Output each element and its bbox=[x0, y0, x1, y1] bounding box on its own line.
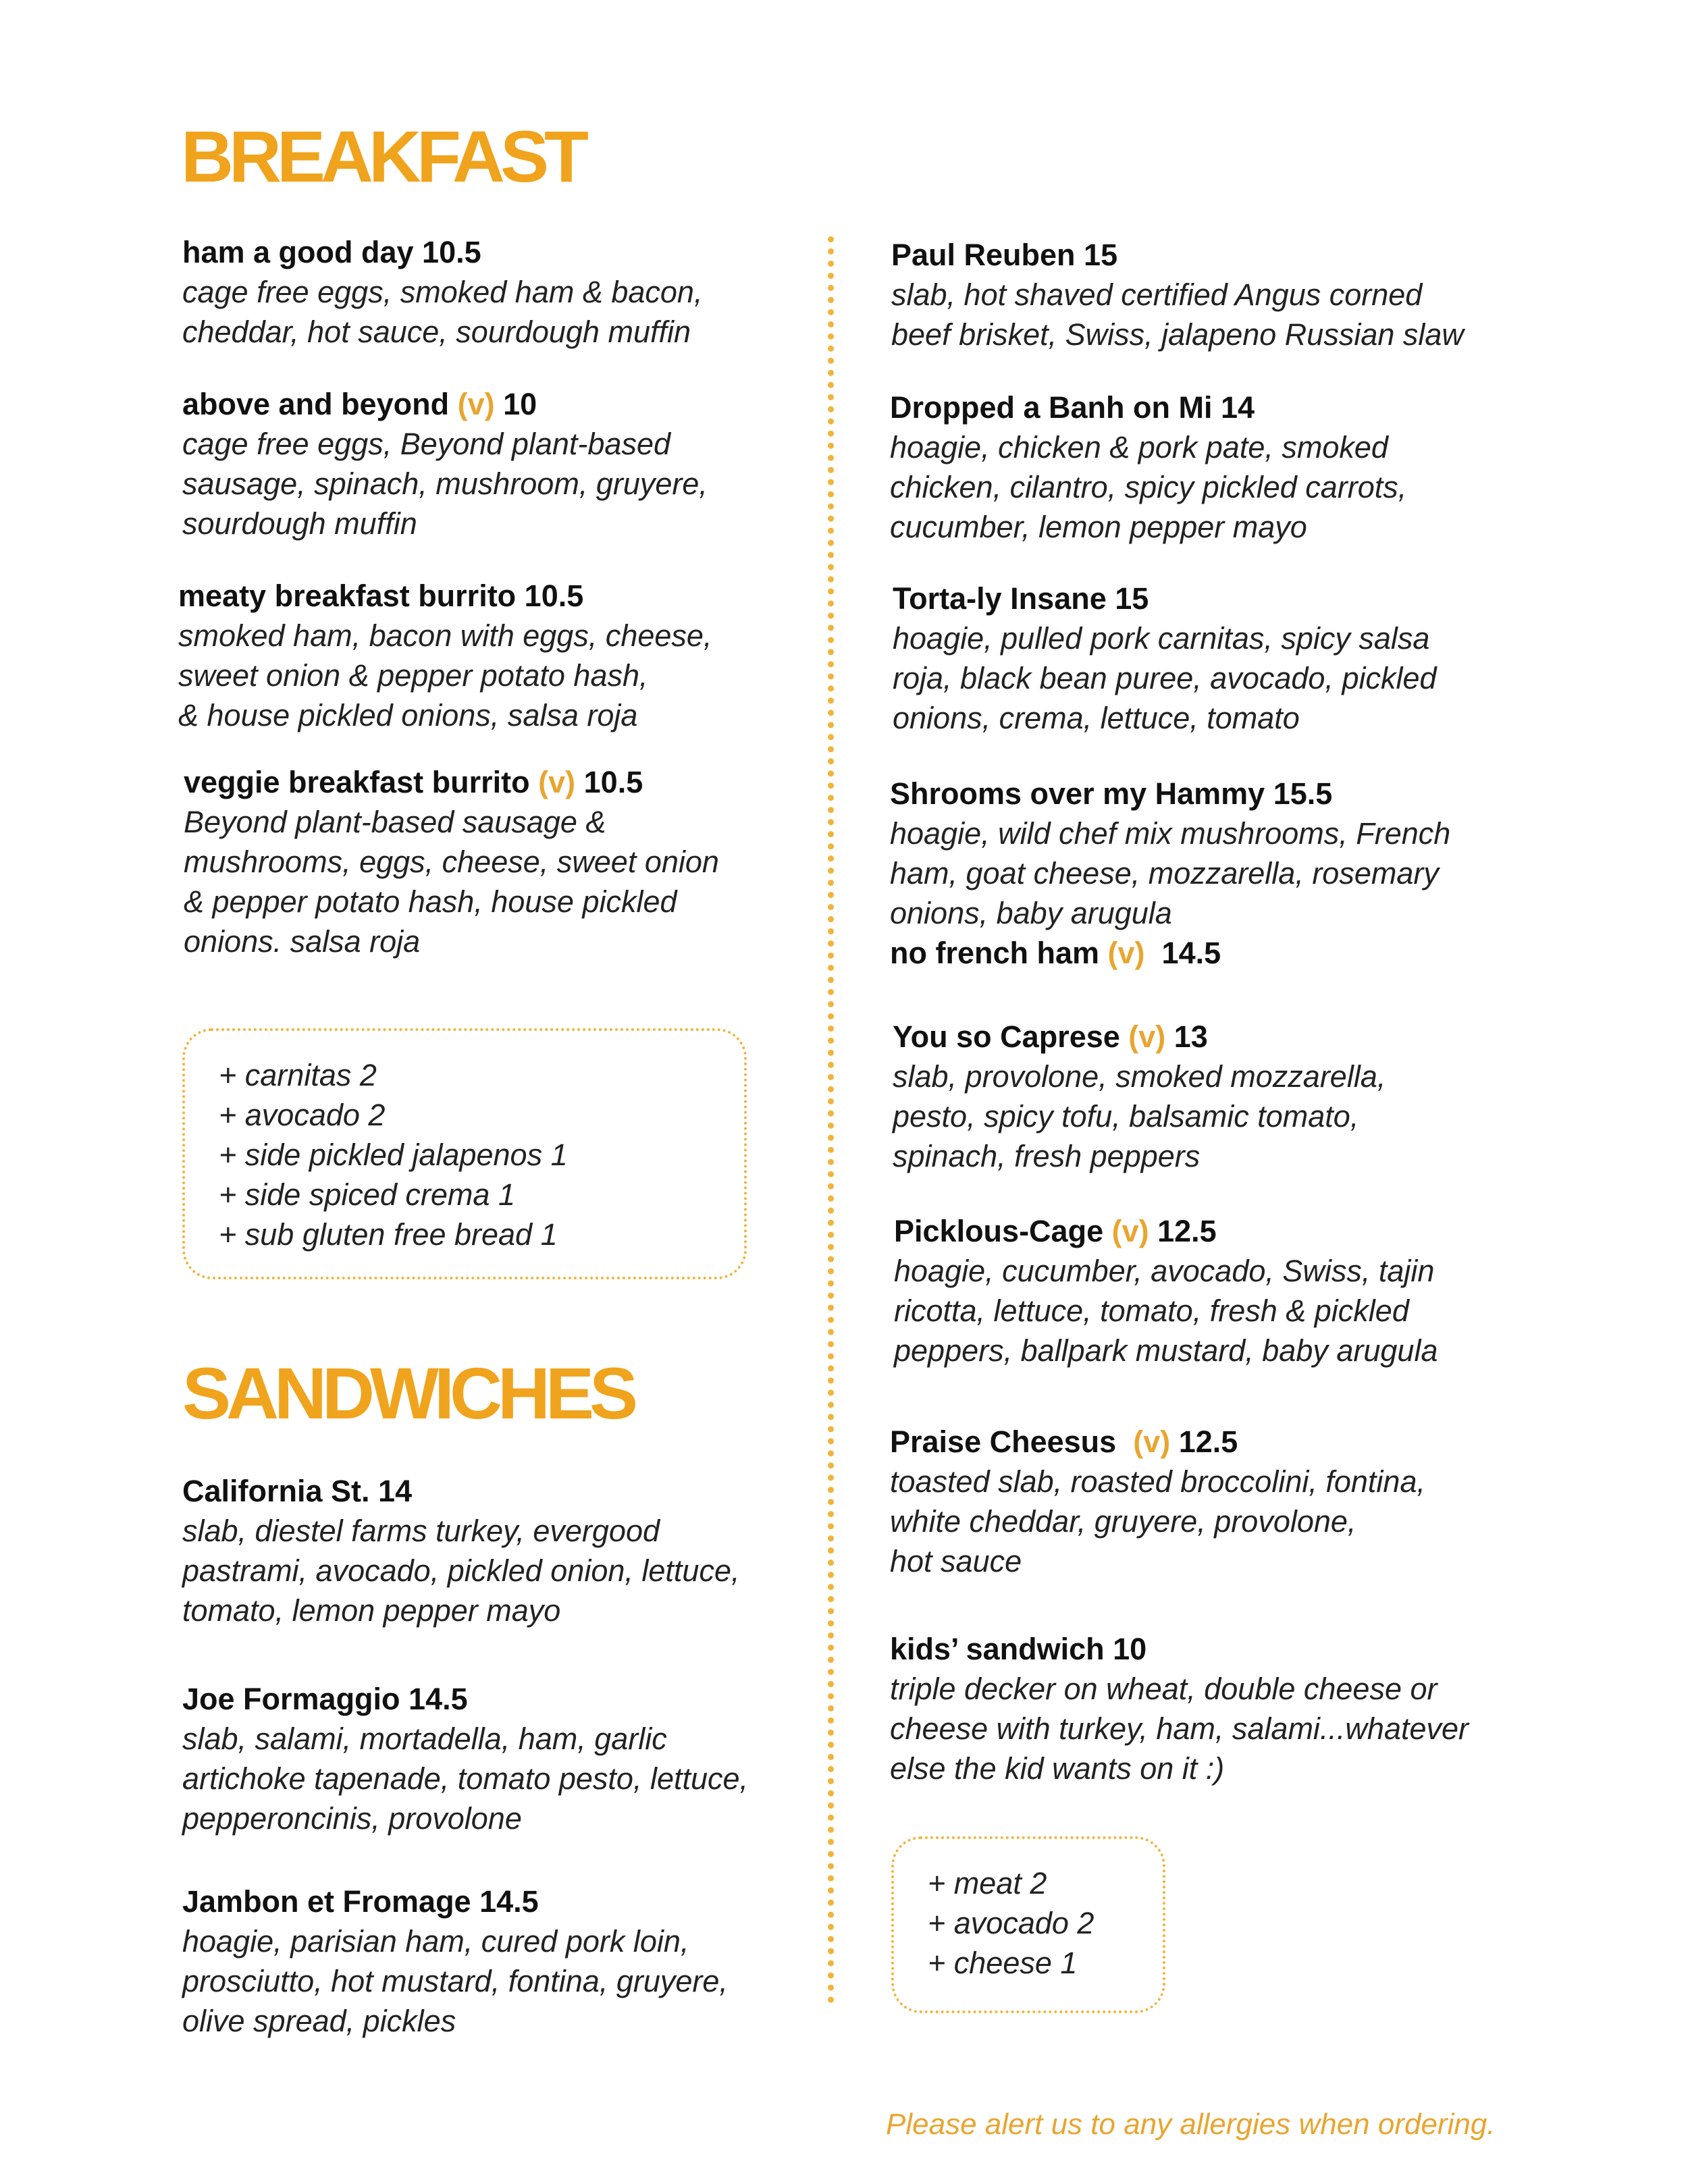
item-name: California St. 14 bbox=[182, 1474, 413, 1508]
vegetarian-marker: (v) bbox=[457, 387, 495, 421]
desc-line: smoked ham, bacon with eggs, cheese, bbox=[178, 618, 712, 653]
item-price: 12.5 bbox=[1149, 1214, 1217, 1248]
item-name: meaty breakfast burrito 10.5 bbox=[178, 579, 584, 613]
menu-item bbox=[182, 384, 708, 543]
desc-line: sweet onion & pepper potato hash, bbox=[178, 658, 648, 693]
desc-line: else the kid wants on it :) bbox=[890, 1751, 1225, 1786]
addon-item: + meat 2 bbox=[928, 1866, 1047, 1900]
menu-item bbox=[184, 762, 719, 961]
addon-item: + avocado 2 bbox=[928, 1906, 1094, 1940]
desc-line: onions. salsa roja bbox=[184, 924, 421, 959]
menu-item bbox=[891, 235, 1464, 354]
item-name-text: You so Caprese bbox=[893, 1019, 1129, 1054]
desc-line: slab, salami, mortadella, ham, garlic bbox=[182, 1722, 667, 1756]
desc-line: tomato, lemon pepper mayo bbox=[182, 1593, 561, 1628]
desc-line: cheddar, hot sauce, sourdough muffin bbox=[182, 315, 691, 349]
vegetarian-marker: (v) bbox=[538, 765, 576, 799]
item-description bbox=[890, 427, 1406, 547]
item-price: 13 bbox=[1165, 1019, 1208, 1054]
vegetarian-marker: (v) bbox=[1107, 936, 1145, 970]
vegetarian-marker: (v) bbox=[1128, 1019, 1166, 1054]
item-name: Paul Reuben 15 bbox=[891, 238, 1118, 272]
column-divider bbox=[828, 236, 834, 2004]
desc-line: cucumber, lemon pepper mayo bbox=[890, 510, 1307, 544]
desc-line: chicken, cilantro, spicy pickled carrots, bbox=[890, 470, 1407, 504]
item-description bbox=[891, 275, 1464, 354]
desc-line: pesto, spicy tofu, balsamic tomato, bbox=[893, 1099, 1359, 1134]
item-price: 10 bbox=[494, 387, 537, 421]
desc-line: roja, black bean puree, avocado, pickled bbox=[893, 661, 1437, 695]
item-description bbox=[890, 1669, 1469, 1788]
item-description bbox=[182, 272, 702, 352]
item-name: Dropped a Banh on Mi 14 bbox=[890, 390, 1255, 425]
item-variant bbox=[890, 933, 1450, 973]
item-description bbox=[890, 814, 1450, 933]
desc-line: beef brisket, Swiss, jalapeno Russian slaw bbox=[891, 317, 1464, 352]
menu-item bbox=[890, 1629, 1469, 1788]
desc-line: & pepper potato hash, house pickled bbox=[184, 884, 677, 919]
desc-line: artichoke tapenade, tomato pesto, lettuce, bbox=[182, 1761, 749, 1796]
desc-line: olive spread, pickles bbox=[182, 2004, 456, 2038]
item-description bbox=[182, 1719, 748, 1838]
desc-line: cage free eggs, Beyond plant-based bbox=[182, 427, 671, 461]
item-name-text: Praise Cheesus bbox=[890, 1424, 1134, 1459]
item-name-text: veggie breakfast burrito bbox=[184, 765, 539, 799]
menu-item bbox=[893, 1017, 1386, 1176]
sandwich-addons-box bbox=[891, 1836, 1165, 2013]
item-name bbox=[184, 762, 719, 802]
addon-item: + carnitas 2 bbox=[219, 1058, 377, 1092]
desc-line: white cheddar, gruyere, provolone, bbox=[890, 1504, 1356, 1539]
desc-line: hoagie, parisian ham, cured pork loin, bbox=[182, 1924, 689, 1959]
item-description bbox=[893, 618, 1437, 738]
allergy-notice: Please alert us to any allergies when ordering. bbox=[886, 2108, 1496, 2141]
menu-item bbox=[182, 1679, 748, 1838]
menu-item bbox=[182, 232, 702, 352]
item-name-text: above and beyond bbox=[182, 387, 458, 421]
menu-item bbox=[893, 579, 1437, 738]
desc-line: pastrami, avocado, pickled onion, lettuce, bbox=[182, 1553, 740, 1588]
desc-line: ricotta, lettuce, tomato, fresh & pickled bbox=[894, 1294, 1409, 1328]
addon-item: + cheese 1 bbox=[928, 1946, 1078, 1980]
item-name: Joe Formaggio 14.5 bbox=[182, 1682, 468, 1716]
menu-item bbox=[894, 1211, 1438, 1370]
desc-line: hoagie, wild chef mix mushrooms, French bbox=[890, 816, 1451, 851]
variant-price: 14.5 bbox=[1144, 936, 1221, 970]
item-name: kids’ sandwich 10 bbox=[890, 1632, 1147, 1666]
item-name bbox=[182, 384, 708, 424]
desc-line: hoagie, cucumber, avocado, Swiss, tajin bbox=[894, 1254, 1435, 1288]
item-description bbox=[182, 1921, 728, 2041]
desc-line: Beyond plant-based sausage & bbox=[184, 805, 606, 839]
addon-item: + side pickled jalapenos 1 bbox=[219, 1138, 568, 1172]
breakfast-heading: BREAKFAST bbox=[181, 115, 585, 197]
item-name: ham a good day 10.5 bbox=[182, 235, 481, 269]
desc-line: slab, diestel farms turkey, evergood bbox=[182, 1514, 660, 1548]
item-description bbox=[890, 1462, 1425, 1581]
desc-line: sausage, spinach, mushroom, gruyere, bbox=[182, 467, 708, 501]
desc-line: mushrooms, eggs, cheese, sweet onion bbox=[184, 845, 719, 879]
desc-line: toasted slab, roasted broccolini, fontina, bbox=[890, 1464, 1425, 1499]
desc-line: hot sauce bbox=[890, 1544, 1022, 1578]
desc-line: cage free eggs, smoked ham & bacon, bbox=[182, 275, 703, 309]
item-name: Jambon et Fromage 14.5 bbox=[182, 1884, 539, 1919]
addon-item: + sub gluten free bread 1 bbox=[219, 1217, 558, 1252]
item-description bbox=[182, 424, 708, 543]
item-name-text: Picklous-Cage bbox=[894, 1214, 1112, 1248]
vegetarian-marker: (v) bbox=[1111, 1214, 1149, 1248]
menu-item bbox=[178, 576, 712, 735]
desc-line: peppers, ballpark mustard, baby arugula bbox=[894, 1333, 1438, 1368]
item-price: 10.5 bbox=[575, 765, 643, 799]
breakfast-addons-box bbox=[182, 1028, 747, 1279]
item-description bbox=[178, 616, 712, 735]
desc-line: slab, hot shaved certified Angus corned bbox=[891, 277, 1423, 312]
addon-item: + avocado 2 bbox=[219, 1098, 386, 1132]
desc-line: hoagie, chicken & pork pate, smoked bbox=[890, 430, 1388, 464]
addon-item: + side spiced crema 1 bbox=[219, 1177, 515, 1212]
item-name: Torta-ly Insane 15 bbox=[893, 581, 1149, 616]
desc-line: cheese with turkey, ham, salami...whatever bbox=[890, 1711, 1469, 1746]
item-name: Shrooms over my Hammy 15.5 bbox=[890, 776, 1333, 811]
menu-item bbox=[890, 1422, 1425, 1581]
menu-item bbox=[182, 1882, 728, 2041]
desc-line: & house pickled onions, salsa roja bbox=[178, 698, 638, 733]
desc-line: prosciutto, hot mustard, fontina, gruyere, bbox=[182, 1964, 728, 1998]
item-name bbox=[893, 1017, 1386, 1057]
menu-item bbox=[890, 774, 1450, 973]
desc-line: ham, goat cheese, mozzarella, rosemary bbox=[890, 856, 1439, 890]
sandwiches-heading: SANDWICHES bbox=[182, 1352, 634, 1434]
item-name bbox=[894, 1211, 1438, 1251]
menu-item bbox=[182, 1471, 739, 1630]
desc-line: pepperoncinis, provolone bbox=[182, 1801, 522, 1836]
desc-line: sourdough muffin bbox=[182, 506, 417, 541]
item-description bbox=[893, 1057, 1386, 1176]
item-name bbox=[890, 1422, 1425, 1462]
desc-line: triple decker on wheat, double cheese or bbox=[890, 1672, 1438, 1706]
desc-line: onions, baby arugula bbox=[890, 896, 1172, 930]
menu-item bbox=[890, 388, 1406, 547]
item-description bbox=[184, 802, 719, 961]
vegetarian-marker: (v) bbox=[1133, 1424, 1171, 1459]
item-price: 12.5 bbox=[1170, 1424, 1238, 1459]
variant-name: no french ham bbox=[890, 936, 1108, 970]
desc-line: spinach, fresh peppers bbox=[893, 1139, 1201, 1173]
item-description bbox=[182, 1511, 739, 1630]
desc-line: slab, provolone, smoked mozzarella, bbox=[893, 1059, 1386, 1094]
desc-line: hoagie, pulled pork carnitas, spicy salsa bbox=[893, 621, 1430, 656]
desc-line: onions, crema, lettuce, tomato bbox=[893, 701, 1300, 735]
item-description bbox=[894, 1251, 1438, 1370]
